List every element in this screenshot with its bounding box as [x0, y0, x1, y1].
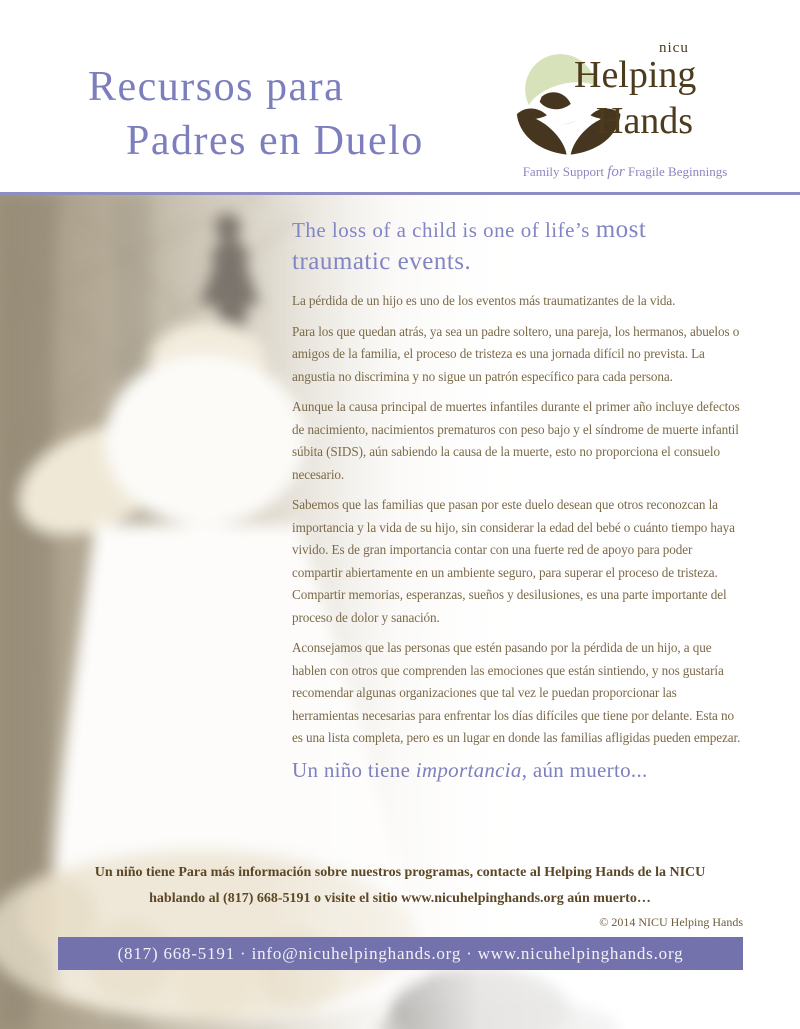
body-paragraph: Aconsejamos que las personas que estén pasando por la pérdida de un hijo, a que hablen con otros que comprenden las emociones que están sintiendo, y nos gustaría recomendar algunas organizaciones que tal vez le puedan proporcionar las herramientas necesarias para enfrentar los días difíciles que tiene por delante. Esta no es una lista completa, pero es un lugar en donde las familias afligidas pueden empezar.: [292, 640, 741, 745]
logo-superscript: nicu: [659, 40, 689, 56]
body-paragraph: Sabemos que las familias que pasan por este duelo desean que otros reconozcan la importancia y la vida de su hijo, sin considerar la edad del bebé o cuánto tiempo haya vivido. Es de gran importancia contar con una fuerte red de apoyo para poder compartir abiertamente en un ambiente seguro, para superar el proceso de tristeza. Compartir memorias, esperanzas, sueños y desilusiones, es una parte importante del proceso de dolor y sanación.: [292, 497, 735, 625]
main-content: [292, 214, 744, 783]
closing-script-word: importancia: [415, 757, 522, 782]
body-paragraph: Para los que quedan atrás, ya sea un padre soltero, una pareja, los hermanos, abuelos o amigos de la familia, el proceso de tristeza es una jornada difícil no prevista. La angustia no discrimina y no sigue un patrón específico para cada persona.: [292, 323, 740, 384]
copyright-notice: © 2014 NICU Helping Hands: [599, 915, 743, 929]
intro-heading: [292, 214, 744, 278]
logo-tagline: [500, 164, 750, 181]
page-title: [88, 60, 424, 168]
closing-post: , aún muerto...: [521, 757, 648, 782]
body-paragraph: La pérdida de un hijo es uno de los eventos más traumatizantes de la vida.: [292, 293, 676, 308]
logo-tagline-pre: Family Support: [522, 164, 608, 179]
logo-tagline-for: for: [607, 164, 625, 180]
intro-heading-lead: The loss of a child is one of life’s: [292, 218, 596, 242]
logo-wordmark-line-2: Hands: [596, 100, 694, 142]
body-paragraph: Aunque la causa principal de muertes infantiles durante el primer año incluye defectos de nacimiento, nacimientos prematuros con peso bajo y el síndrome de muerte infantil súbita (SIDS), aún sabiendo la causa de la muerte, esto no proporciona el consuelo necesario.: [292, 399, 740, 482]
logo-wordmark-line-1: Helping: [574, 54, 697, 96]
closing-statement: [292, 758, 744, 783]
contact-bar: (817) 668-5191 · info@nicuhelpinghands.org · www.nicuhelpinghands.org: [58, 937, 743, 970]
page-title-line-1: Recursos para: [88, 64, 345, 110]
page-title-line-2: Padres en Duelo: [126, 118, 424, 164]
program-info-line-1: Un niño tiene Para más información sobre nuestros programas, contacte al Helping Hands de la NICU: [94, 865, 706, 880]
program-info-text: [40, 860, 760, 912]
program-info-line-2: hablando al (817) 668-5191 o visite el sitio www.nicuhelpinghands.org aún muerto…: [149, 891, 651, 906]
intro-heading-emphasis-2: traumatic events.: [292, 248, 472, 275]
logo-tagline-post: Fragile Beginnings: [624, 164, 728, 179]
intro-heading-emphasis-1: most: [595, 216, 647, 243]
closing-pre: Un niño tiene: [292, 757, 416, 782]
logo-wordmark: [574, 52, 696, 144]
